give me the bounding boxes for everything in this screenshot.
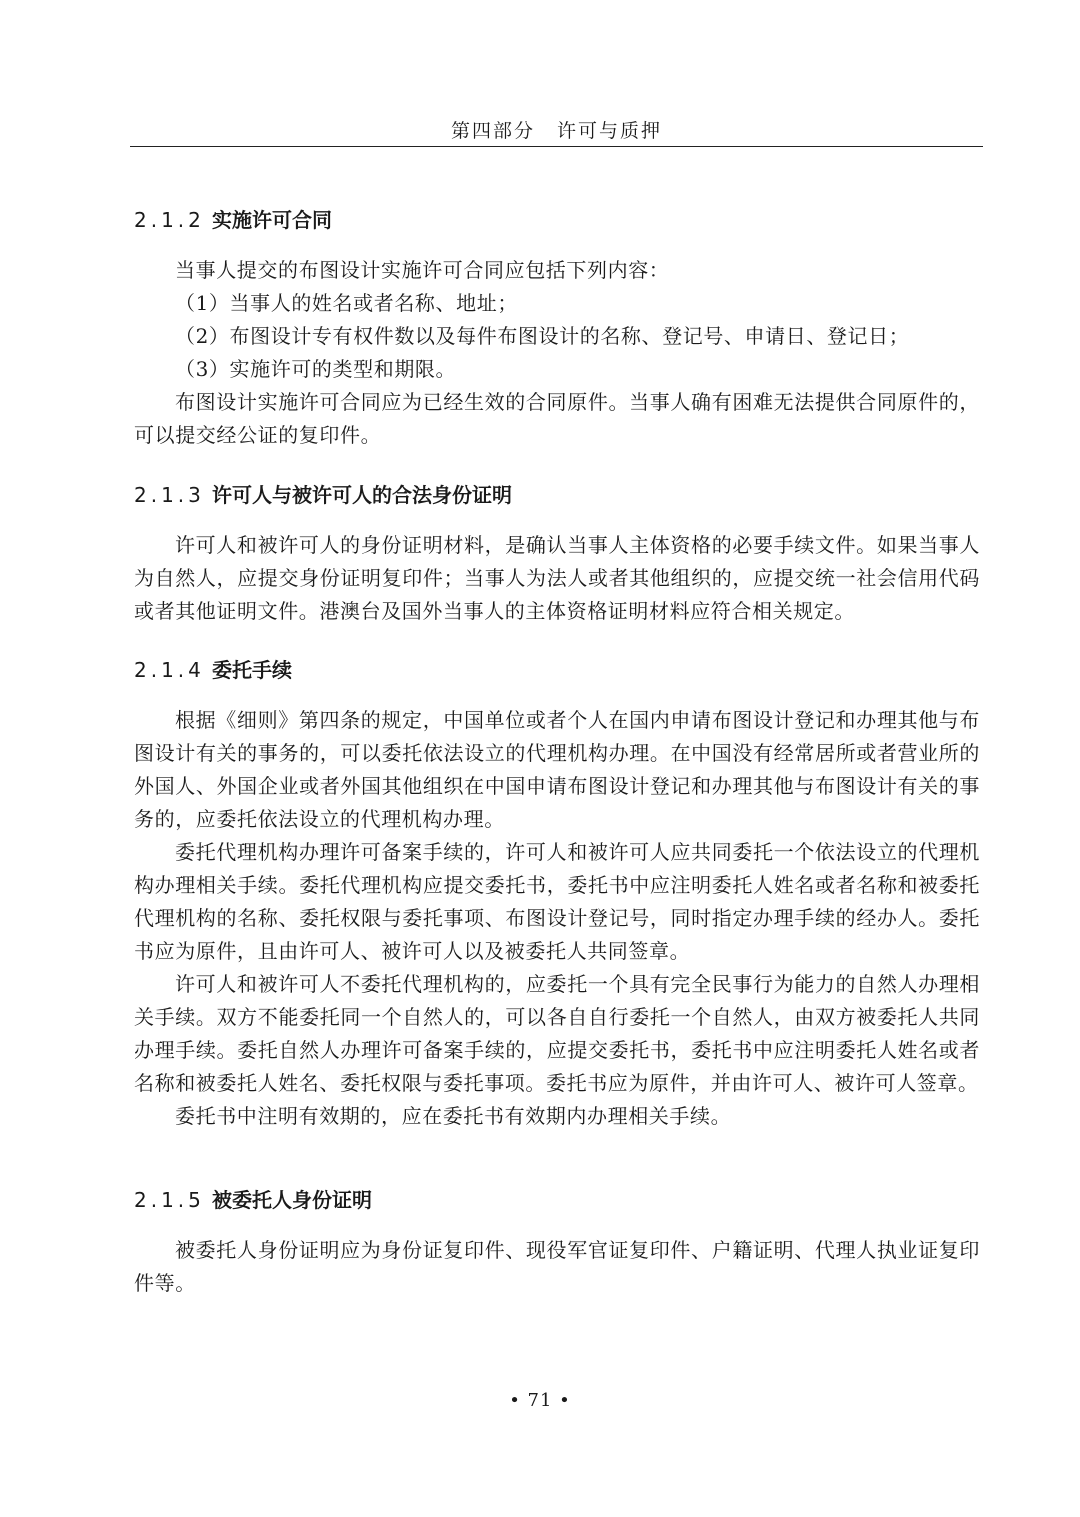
section-heading: [134, 1186, 980, 1214]
page-number: • 71 •: [509, 1390, 571, 1411]
section-number: 2.1.4: [134, 658, 205, 682]
section-heading: [134, 481, 980, 509]
section-title: 被委托人身份证明: [212, 1188, 372, 1212]
header-part: 第四部分: [450, 120, 535, 142]
section-number: 2.1.5: [134, 1188, 205, 1212]
section-heading: [134, 656, 980, 684]
section-title: 委托手续: [212, 658, 292, 682]
section-title: 实施许可合同: [212, 208, 332, 232]
paragraph: 布图设计实施许可合同应为已经生效的合同原件。当事人确有困难无法提供合同原件的，可以提交经公证的复印件。: [134, 390, 980, 447]
list-item: （3）实施许可的类型和期限。: [175, 357, 457, 381]
section-2-1-3: [134, 481, 980, 628]
section-number: 2.1.3: [134, 483, 205, 507]
section-heading: [134, 206, 980, 234]
paragraph: 当事人提交的布图设计实施许可合同应包括下列内容：: [175, 258, 670, 282]
header-title: 许可与质押: [557, 120, 663, 142]
running-header: [130, 116, 983, 143]
paragraph: 被委托人身份证明应为身份证复印件、现役军官证复印件、户籍证明、代理人执业证复印件等。: [134, 1238, 980, 1295]
list-item: （1）当事人的姓名或者名称、地址；: [175, 291, 518, 315]
section-number: 2.1.2: [134, 208, 205, 232]
section-2-1-2: [134, 206, 980, 452]
paragraph: 根据《细则》第四条的规定，中国单位或者个人在国内申请布图设计登记和办理其他与布图设计有关的事务的，可以委托依法设立的代理机构办理。在中国没有经常居所或者营业所的外国人、外国企业或者外国其他组织在中国申请布图设计登记和办理其他与布图设计有关的事务的，应委托依法设立的代理机构办理。: [134, 708, 980, 831]
section-2-1-5: [134, 1186, 980, 1300]
list-item: （2）布图设计专有权件数以及每件布图设计的名称、登记号、申请日、登记日；: [175, 324, 910, 348]
header-rule: [130, 146, 983, 147]
paragraph: 许可人和被许可人不委托代理机构的，应委托一个具有完全民事行为能力的自然人办理相关手续。双方不能委托同一个自然人的，可以各自自行委托一个自然人，由双方被委托人共同办理手续。委托自然人办理许可备案手续的，应提交委托书，委托书中应注明委托人姓名或者名称和被委托人姓名、委托权限与委托事项。委托书应为原件，并由许可人、被许可人签章。: [134, 972, 980, 1095]
paragraph: 委托书中注明有效期的，应在委托书有效期内办理相关手续。: [175, 1104, 732, 1128]
section-title: 许可人与被许可人的合法身份证明: [212, 483, 512, 507]
paragraph: 许可人和被许可人的身份证明材料，是确认当事人主体资格的必要手续文件。如果当事人为自然人，应提交身份证明复印件；当事人为法人或者其他组织的，应提交统一社会信用代码或者其他证明文件。港澳台及国外当事人的主体资格证明材料应符合相关规定。: [134, 533, 980, 623]
section-2-1-4: [134, 656, 980, 1133]
paragraph: 委托代理机构办理许可备案手续的，许可人和被许可人应共同委托一个依法设立的代理机构办理相关手续。委托代理机构应提交委托书，委托书中应注明委托人姓名或者名称和被委托代理机构的名称、委托权限与委托事项、布图设计登记号，同时指定办理手续的经办人。委托书应为原件，且由许可人、被许可人以及被委托人共同签章。: [134, 840, 980, 963]
